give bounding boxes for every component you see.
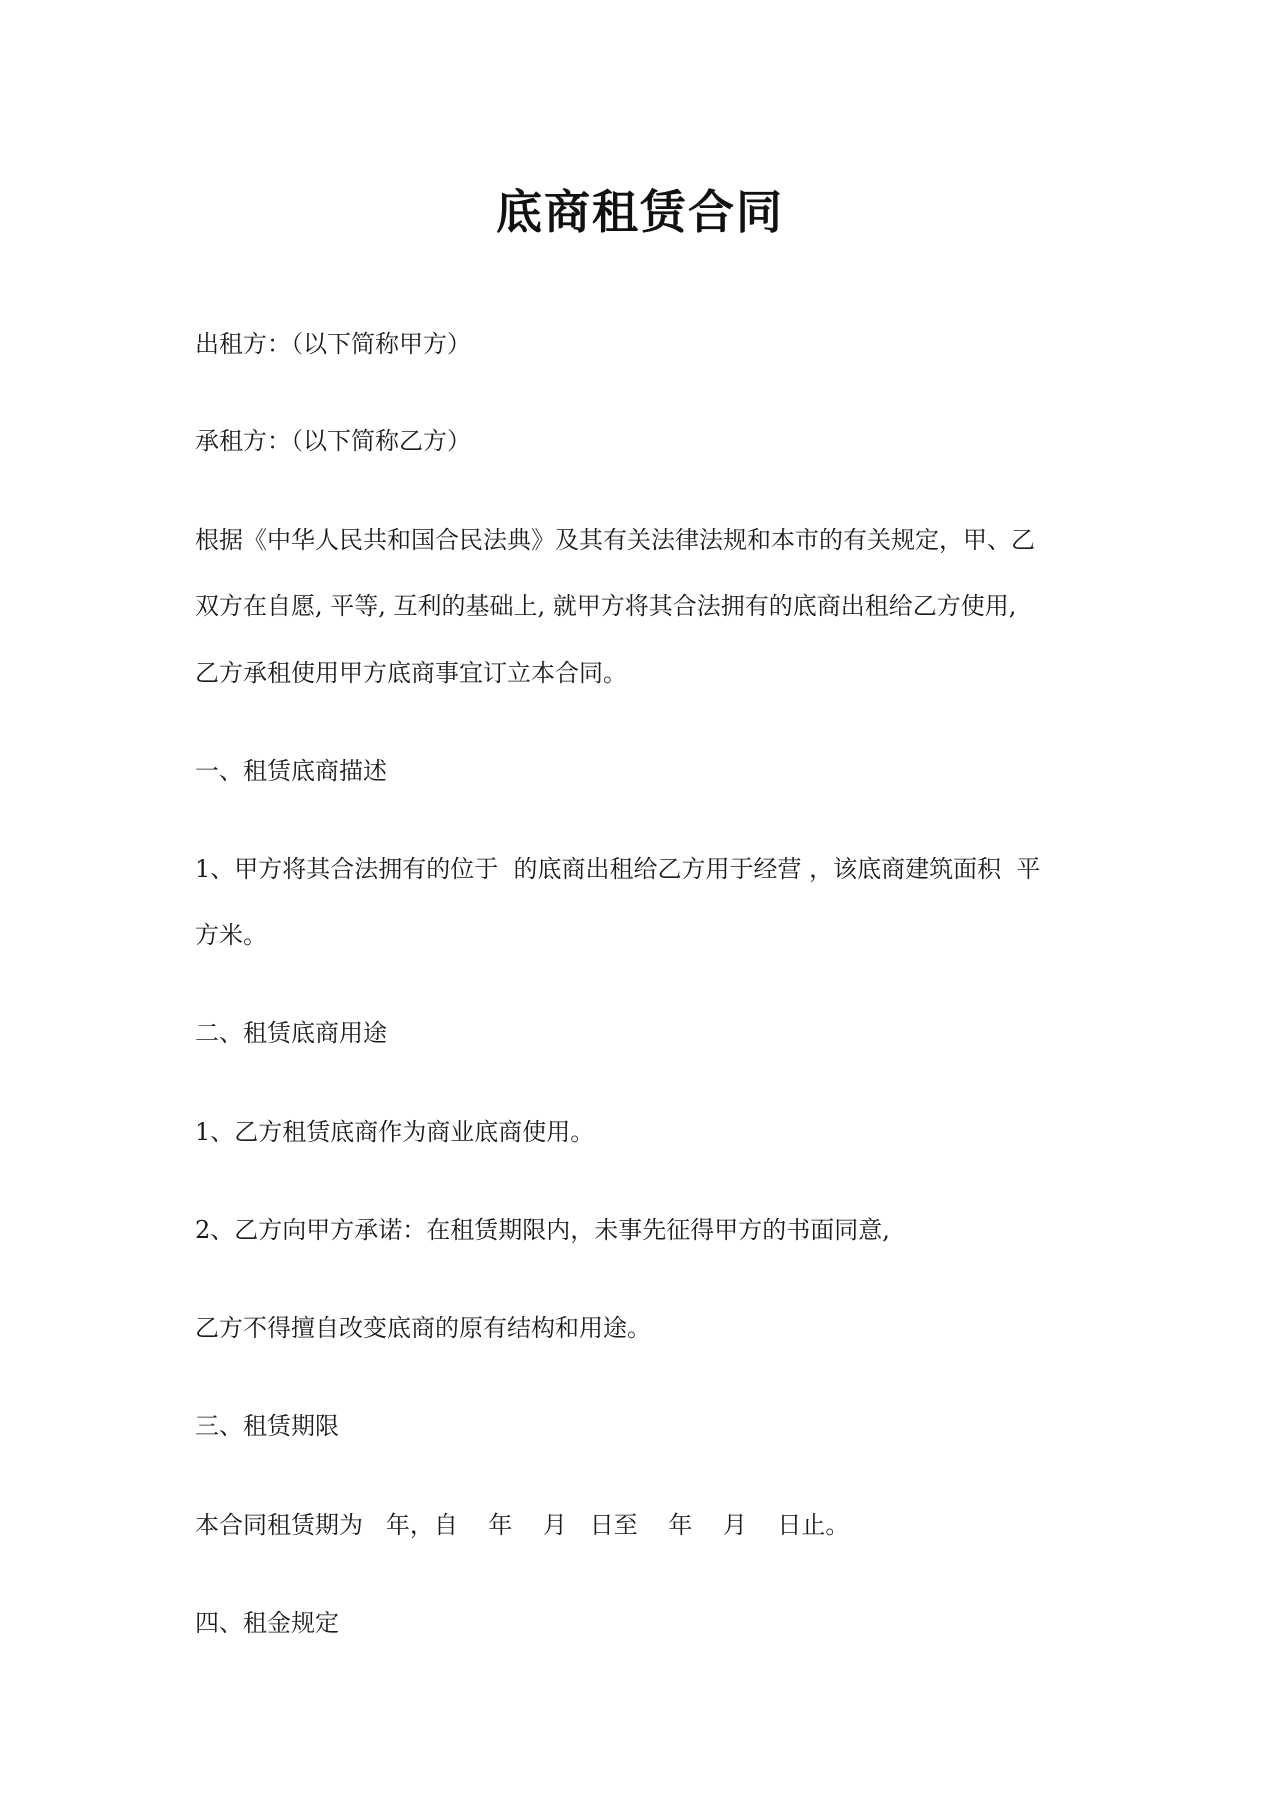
preamble-line-2: 双方在自愿, 平等, 互利的基础上, 就甲方将其合法拥有的底商出租给乙方使用, xyxy=(195,592,1017,620)
document-title: 底商租赁合同 xyxy=(496,185,784,239)
preamble-line-1: 根据《中华人民共和国合民法典》及其有关法律法规和本市的有关规定，甲、乙 xyxy=(195,526,1035,554)
lessor-line: 出租方：（以下简称甲方） xyxy=(195,330,471,358)
lessee-line: 承租方：（以下简称乙方） xyxy=(195,427,471,455)
preamble-line-3: 乙方承租使用甲方底商事宜订立本合同。 xyxy=(195,659,627,687)
clause-2-2-line-1: 2、乙方向甲方承诺：在租赁期限内，未事先征得甲方的书面同意, xyxy=(195,1216,890,1244)
section-heading-4: 四、租金规定 xyxy=(195,1609,339,1637)
clause-2-1: 1、乙方租赁底商作为商业底商使用。 xyxy=(195,1118,595,1146)
lease-term-line: 本合同租赁期为 年，自 年 月 日至 年 月 日止。 xyxy=(195,1511,850,1539)
section-heading-2: 二、租赁底商用途 xyxy=(195,1019,387,1047)
clause-2-2-line-2: 乙方不得擅自改变底商的原有结构和用途。 xyxy=(195,1314,651,1342)
section-heading-1: 一、租赁底商描述 xyxy=(195,757,387,785)
clause-1-1-line-1: 1、甲方将其合法拥有的位于 的底商出租给乙方用于经营 ，该底商建筑面积 平 xyxy=(195,855,1041,883)
section-heading-3: 三、租赁期限 xyxy=(195,1412,339,1440)
clause-1-1-line-2: 方米。 xyxy=(195,921,267,949)
